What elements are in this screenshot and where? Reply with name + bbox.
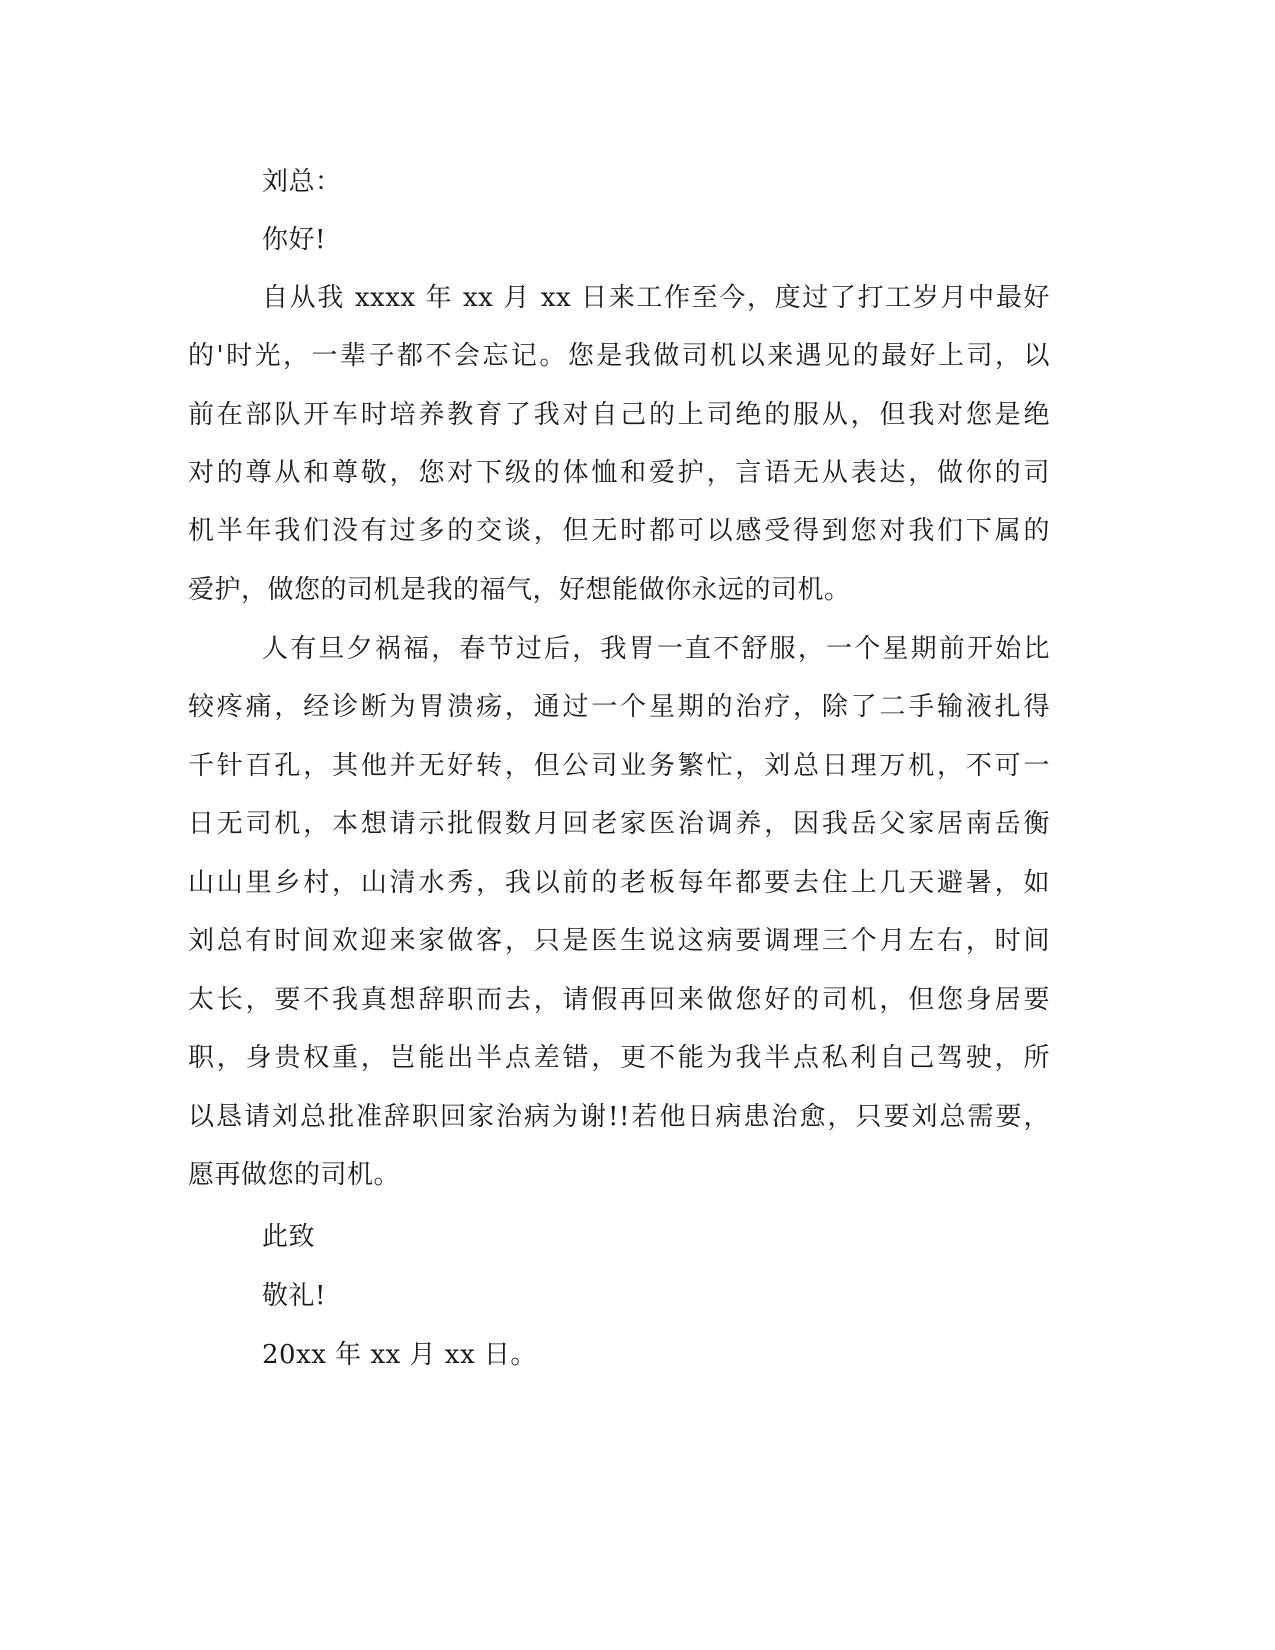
letter-date: 20xx 年 xx 月 xx 日。: [262, 1340, 537, 1370]
paragraph-line: 前在部队开车时培养教育了我对自己的上司绝的服从，但我对您是绝: [188, 400, 1050, 430]
paragraph-line: 对的尊从和尊敬，您对下级的体恤和爱护，言语无从表达，做你的司: [188, 458, 1050, 488]
paragraph-line: 自从我 xxxx 年 xx 月 xx 日来工作至今，度过了打工岁月中最好: [262, 283, 1050, 313]
paragraph-line: 职，身贵权重，岂能出半点差错，更不能为我半点私利自己驾驶，所: [188, 1043, 1050, 1073]
salutation: 刘总：: [262, 167, 342, 197]
paragraph-line: 人有旦夕祸福，春节过后，我胃一直不舒服，一个星期前开始比: [262, 634, 1050, 664]
paragraph-line: 以恳请刘总批准辞职回家治病为谢!!若他日病患治愈，只要刘总需要，: [188, 1102, 1050, 1132]
paragraph-line: 千针百孔，其他并无好转，但公司业务繁忙，刘总日理万机，不可一: [188, 751, 1050, 781]
paragraph-line: 太长，要不我真想辞职而去，请假再回来做您好的司机，但您身居要: [188, 985, 1050, 1015]
greeting: 你好!: [262, 225, 326, 255]
paragraph-line: 的'时光，一辈子都不会忘记。您是我做司机以来遇见的最好上司，以: [188, 341, 1050, 371]
paragraph-line: 机半年我们没有过多的交谈，但无时都可以感受得到您对我们下属的: [188, 516, 1050, 546]
paragraph-line: 日无司机，本想请示批假数月回老家医治调养，因我岳父家居南岳衡: [188, 809, 1050, 839]
paragraph-line: 爱护，做您的司机是我的福气，好想能做你永远的司机。: [188, 575, 851, 605]
closing-line-1: 此致: [262, 1222, 316, 1252]
paragraph-line: 山山里乡村，山清水秀，我以前的老板每年都要去住上几天避暑，如: [188, 868, 1050, 898]
paragraph-line: 较疼痛，经诊断为胃溃疡，通过一个星期的治疗，除了二手输液扎得: [188, 692, 1050, 722]
closing-line-2: 敬礼!: [262, 1281, 326, 1311]
paragraph-line: 愿再做您的司机。: [188, 1160, 401, 1190]
paragraph-line: 刘总有时间欢迎来家做客，只是医生说这病要调理三个月左右，时间: [188, 926, 1050, 956]
